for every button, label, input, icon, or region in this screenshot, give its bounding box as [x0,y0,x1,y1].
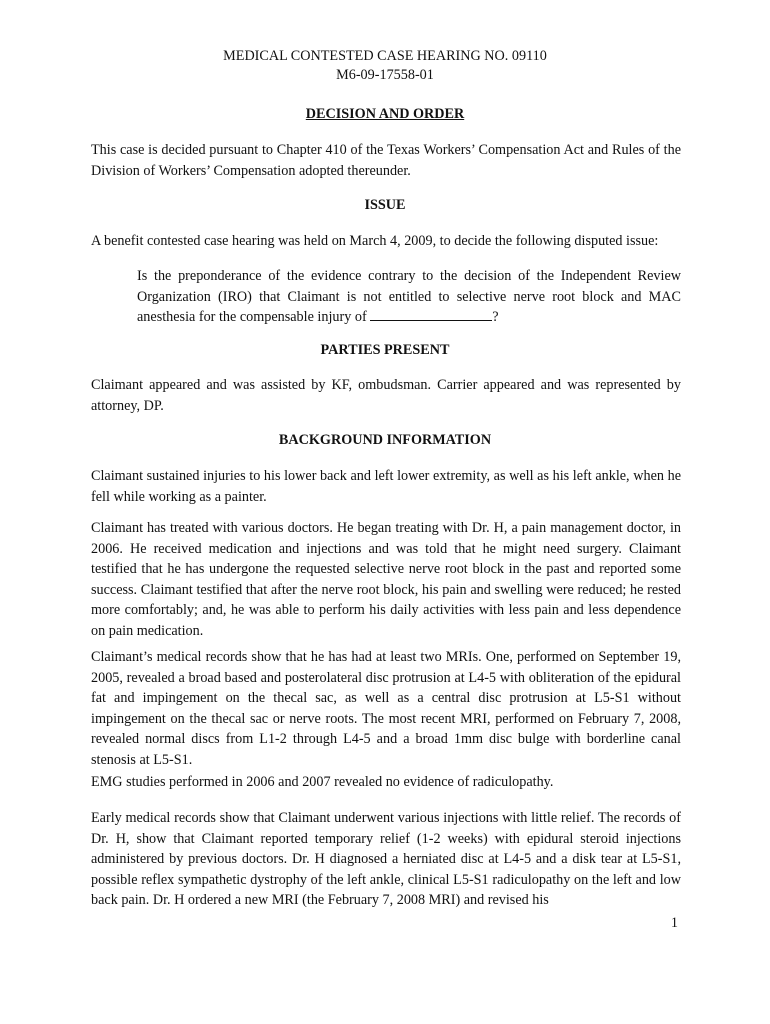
blank-line [370,307,492,321]
background-paragraph-2: Claimant has treated with various doctors. He began treating with Dr. H, a pain management doctor, in 2006. He received medication and injections and was told that he might need surgery. Claimant testified that he has undergone the requested selective nerve root block in the past and reported some success. Claimant testified that after the nerve root block, his pain and swelling were reduced; he rested more comfortably; and, he was able to perform his daily activities with less pain and less dependence on pain medication. [91,520,681,639]
background-heading: BACKGROUND INFORMATION [278,432,492,448]
case-number: MEDICAL CONTESTED CASE HEARING NO. 09110 [223,48,547,64]
case-header [0,47,770,85]
background-paragraph-3: Claimant’s medical records show that he has had at least two MRIs. One, performed on September 19, 2005, revealed a broad based and posterolateral disc protrusion at L4-5 with obliteration of the epidural fat and impingement on the thecal sac, as well as a central disc protrusion at L5-S1 without impingement on the thecal sac or nerve roots. The most recent MRI, performed on February 7, 2008, revealed normal discs from L1-2 through L4-5 and a broad 1mm disc bulge with borderline canal stenosis at L5-S1. [91,649,681,768]
disputed-issue-question [137,266,681,328]
question-end: ? [492,309,499,325]
issue-heading: ISSUE [364,197,406,213]
page-number: 1 [670,915,678,931]
decision-heading: DECISION AND ORDER [305,106,465,122]
background-paragraph-1: Claimant sustained injuries to his lower back and left lower extremity, as well as his left ankle, when he fell while working as a painter. [91,468,681,505]
issue-paragraph: A benefit contested case hearing was held on March 4, 2009, to decide the following disputed issue: [91,233,659,249]
question-text: Is the preponderance of the evidence contrary to the decision of the Independent Review Organization (IRO) that Claimant is not entitled to selective nerve root block and MAC anesthesia for the compensable injury of [137,268,681,325]
parties-paragraph: Claimant appeared and was assisted by KF, ombudsman. Carrier appeared and was represented by attorney, DP. [91,377,681,414]
background-paragraph-4: EMG studies performed in 2006 and 2007 revealed no evidence of radiculopathy. [91,774,554,790]
docket-number: M6-09-17558-01 [336,67,434,83]
parties-heading: PARTIES PRESENT [320,342,450,358]
intro-paragraph: This case is decided pursuant to Chapter 410 of the Texas Workers’ Compensation Act and Rules of the Division of Workers’ Compensation adopted thereunder. [91,142,681,179]
background-paragraph-5: Early medical records show that Claimant underwent various injections with little relief. The records of Dr. H, show that Claimant reported temporary relief (1-2 weeks) with epidural steroid injections administered by previous doctors. Dr. H diagnosed a herniated disc at L4-5 and a disk tear at L5-S1, possible reflex sympathetic dystrophy of the left ankle, clinical L5-S1 radiculopathy on the left and low back pain. Dr. H ordered a new MRI (the February 7, 2008 MRI) and revised his [91,810,681,908]
